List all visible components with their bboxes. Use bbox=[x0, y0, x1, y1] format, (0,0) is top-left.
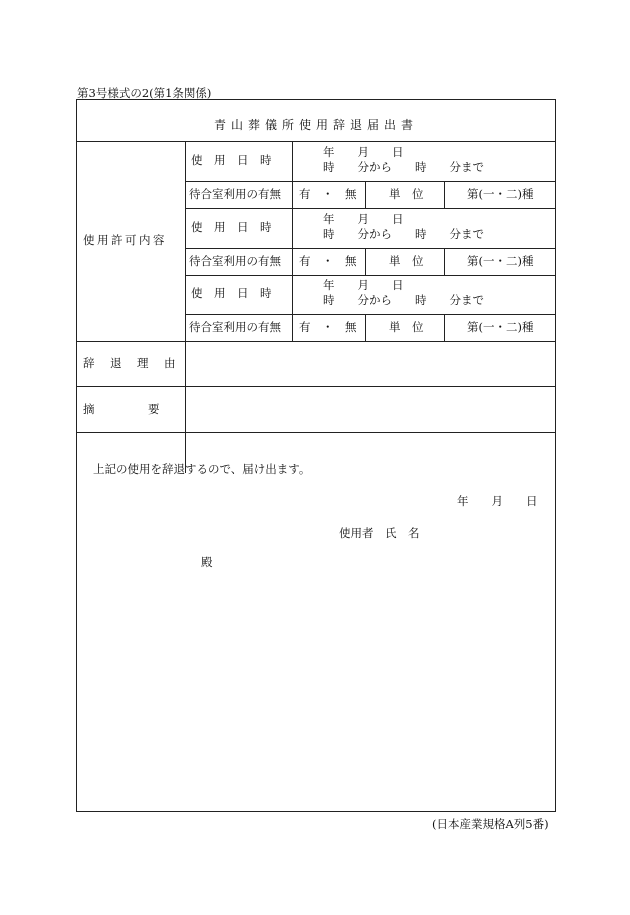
unit-label: 単 位 bbox=[389, 187, 424, 201]
date-label: 使 用 日 時 bbox=[191, 286, 272, 300]
section-label: 使用許可内容 bbox=[83, 233, 167, 247]
waiting-label: 待合室利用の有無 bbox=[189, 187, 281, 201]
summary-label: 摘 要 bbox=[83, 402, 161, 416]
date-label: 使 用 日 時 bbox=[191, 153, 272, 167]
time-line: 時 分から 時 分まで bbox=[323, 227, 484, 241]
waiting-label: 待合室利用の有無 bbox=[189, 254, 281, 268]
addressee: 殿 bbox=[201, 555, 213, 569]
waiting-label: 待合室利用の有無 bbox=[189, 320, 281, 334]
unit-value: 第(一・二)種 bbox=[467, 320, 534, 334]
waiting-value: 有 ・ 無 bbox=[299, 320, 357, 334]
divider bbox=[292, 141, 293, 341]
form-title: 青山葬儀所使用辞退届出書 bbox=[213, 118, 418, 132]
unit-label: 単 位 bbox=[389, 320, 424, 334]
submission-date: 年 月 日 bbox=[457, 494, 538, 508]
form-number: 第3号様式の2(第1条関係) bbox=[77, 86, 212, 100]
paper-size-note: (日本産業規格A列5番) bbox=[432, 817, 549, 831]
user-name-label: 使用者 氏 名 bbox=[339, 526, 420, 540]
waiting-value: 有 ・ 無 bbox=[299, 254, 357, 268]
waiting-value: 有 ・ 無 bbox=[299, 187, 357, 201]
unit-value: 第(一・二)種 bbox=[467, 187, 534, 201]
unit-value: 第(一・二)種 bbox=[467, 254, 534, 268]
withdrawal-form bbox=[76, 99, 556, 812]
date-line: 年 月 日 bbox=[323, 278, 404, 292]
statement: 上記の使用を辞退するので、届け出ます。 bbox=[93, 462, 311, 476]
date-label: 使 用 日 時 bbox=[191, 220, 272, 234]
divider bbox=[185, 141, 186, 473]
divider bbox=[77, 141, 555, 142]
time-line: 時 分から 時 分まで bbox=[323, 293, 484, 307]
reason-label: 辞 退 理 由 bbox=[83, 356, 178, 370]
unit-label: 単 位 bbox=[389, 254, 424, 268]
time-line: 時 分から 時 分まで bbox=[323, 160, 484, 174]
date-line: 年 月 日 bbox=[323, 145, 404, 159]
date-line: 年 月 日 bbox=[323, 212, 404, 226]
